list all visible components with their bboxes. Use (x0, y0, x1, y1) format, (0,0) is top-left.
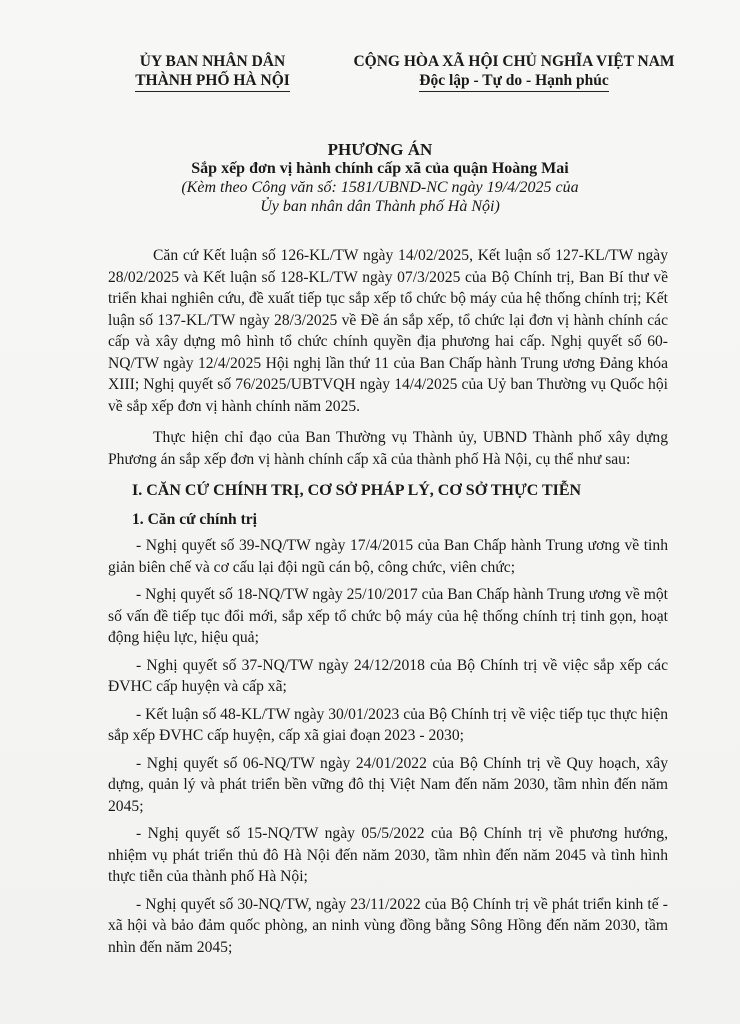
issuer-header (100, 52, 325, 92)
title-block (100, 140, 660, 216)
list-item: - Nghị quyết số 39-NQ/TW ngày 17/4/2015 của Ban Chấp hành Trung ương về tinh giản biên chế và cơ cấu lại đội ngũ cán bộ, công chức, viên chức; (108, 537, 668, 576)
list-item: - Nghị quyết số 30-NQ/TW, ngày 23/11/2022 của Bộ Chính trị về phát triển kinh tế - xã hội và bảo đảm quốc phòng, an ninh vùng đồng bằng Sông Hồng đến năm 2030, tầm nhìn đến năm 2045; (108, 895, 668, 956)
list-item: - Nghị quyết số 06-NQ/TW ngày 24/01/2022 của Bộ Chính trị về Quy hoạch, xây dựng, quản lý và phát triển bền vững đô thị Việt Nam đến năm 2030, tầm nhìn đến năm 2045; (108, 754, 668, 815)
intro-paragraph-1: Căn cứ Kết luận số 126-KL/TW ngày 14/02/2025, Kết luận số 127-KL/TW ngày 28/02/2025 và Kết luận số 128-KL/TW ngày 07/3/2025 của Bộ Chính trị, Ban Bí thư về triển khai nghiên cứu, đề xuất tiếp tục sắp xếp tổ chức bộ máy của hệ thống chính trị; Kết luận số 137-KL/TW ngày 28/3/2025 về Đề án sắp xếp, tổ chức lại đơn vị hành chính các cấp và xây dựng mô hình tổ chức chính quyền địa phương hai cấp. Nghị quyết số 60-NQ/TW ngày 12/4/2025 Hội nghị lần thứ 11 của Ban Chấp hành Trung ương Đảng khóa XIII; Nghị quyết số 76/2025/UBTVQH ngày 14/4/2025 của Uỷ ban Thường vụ Quốc hội về sắp xếp đơn vị hành chính năm 2025. (108, 247, 668, 415)
sub-heading: 1. Căn cứ chính trị (132, 510, 258, 528)
intro-paragraph-2: Thực hiện chỉ đạo của Ban Thường vụ Thành ủy, UBND Thành phố xây dựng Phương án sắp xếp đơn vị hành chính cấp xã của thành phố Hà Nội, cụ thể như sau: (108, 429, 668, 468)
doc-note-line-2: Ủy ban nhân dân Thành phố Hà Nội) (260, 198, 500, 215)
national-motto: Độc lập - Tự do - Hạnh phúc (419, 71, 608, 92)
list-item: - Nghị quyết số 37-NQ/TW ngày 24/12/2018 của Bộ Chính trị về việc sắp xếp các ĐVHC cấp huyện và cấp xã; (108, 656, 668, 695)
national-title: CỘNG HÒA XÃ HỘI CHỦ NGHĨA VIỆT NAM (353, 53, 675, 70)
list-item: - Nghị quyết số 18-NQ/TW ngày 25/10/2017 của Ban Chấp hành Trung ương về một số vấn đề tiếp tục đổi mới, sắp xếp tổ chức bộ máy của hệ thống chính trị tinh gọn, hoạt động hiệu lực, hiệu quả; (108, 586, 668, 646)
issuer-line-1: ỦY BAN NHÂN DÂN (139, 53, 286, 70)
document-body (108, 245, 668, 964)
national-header (328, 52, 700, 92)
list-item: - Nghị quyết số 15-NQ/TW ngày 05/5/2022 của Bộ Chính trị về phương hướng, nhiệm vụ phát triển thủ đô Hà Nội đến năm 2030, tầm nhìn đến năm 2045 và tình hình thực tiễn của thành phố Hà Nội; (108, 825, 668, 885)
doc-note-line-1: (Kèm theo Công văn số: 1581/UBND-NC ngày 19/4/2025 của (181, 179, 579, 196)
doc-subtitle: Sắp xếp đơn vị hành chính cấp xã của quận Hoàng Mai (191, 160, 569, 177)
list-item: - Kết luận số 48-KL/TW ngày 30/01/2023 của Bộ Chính trị về việc tiếp tục thực hiện sắp xếp ĐVHC cấp huyện, cấp xã giai đoạn 2023 - 2030; (108, 705, 668, 744)
section-heading: I. CĂN CỨ CHÍNH TRỊ, CƠ SỞ PHÁP LÝ, CƠ SỞ THỰC TIỄN (132, 482, 582, 499)
doc-title: PHƯƠNG ÁN (327, 140, 433, 159)
issuer-line-2: THÀNH PHỐ HÀ NỘI (135, 71, 290, 92)
